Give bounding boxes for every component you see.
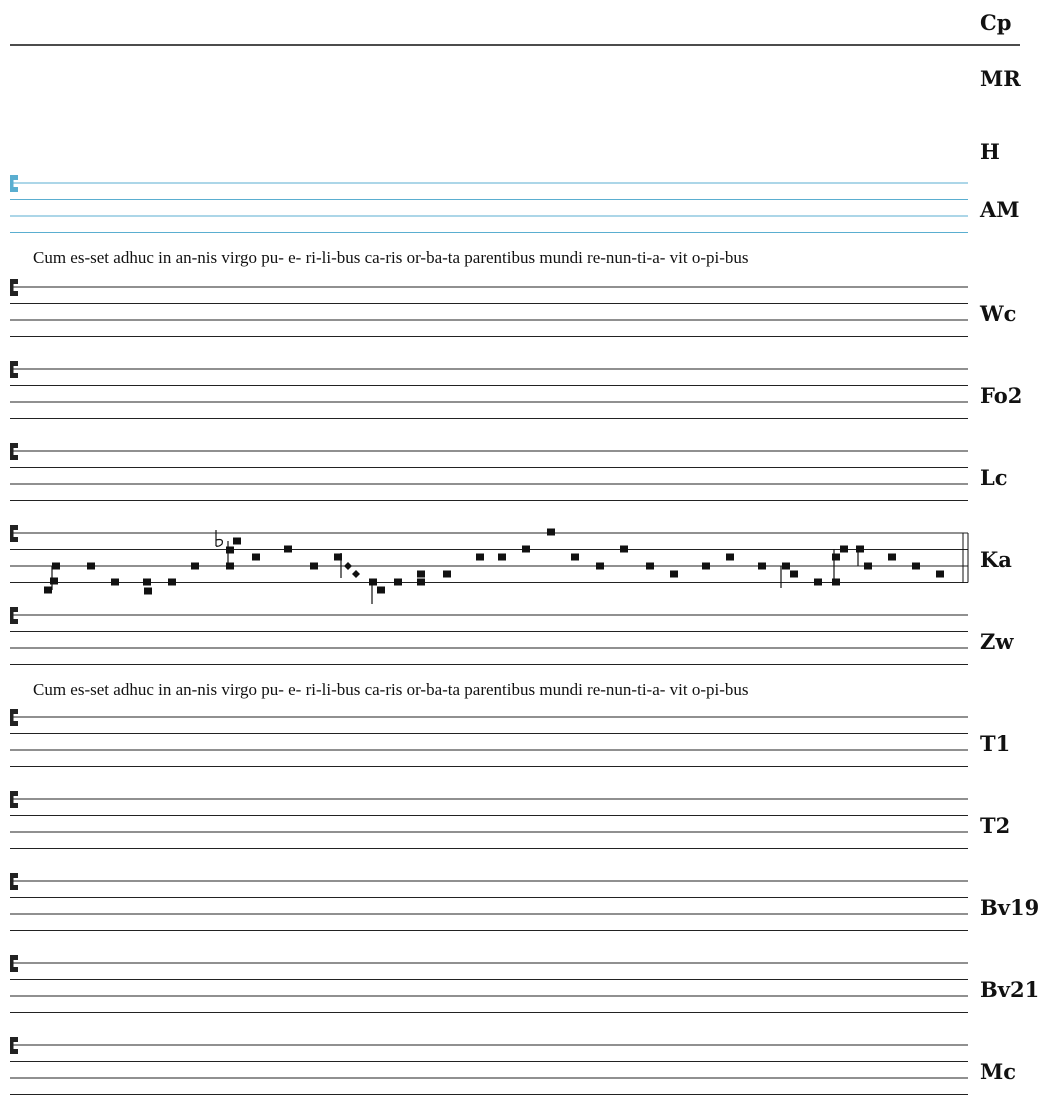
staff-bv19 <box>10 873 968 931</box>
staff-wc <box>10 279 968 337</box>
neume-note <box>417 579 425 586</box>
neume-note <box>498 554 506 561</box>
neume-note <box>284 546 292 553</box>
neume-note <box>168 579 176 586</box>
staff-zw <box>10 607 968 665</box>
neume-note <box>702 563 710 570</box>
rhombus-note <box>352 570 360 578</box>
flat-icon <box>216 530 222 546</box>
staff-bv21 <box>10 955 968 1013</box>
neume-note <box>233 538 241 545</box>
neume-note <box>646 563 654 570</box>
staff-lc <box>10 443 968 501</box>
neume-note <box>936 571 944 578</box>
neume-note <box>417 571 425 578</box>
siglum-am: AM <box>980 197 1020 222</box>
siglum-ka: Ka <box>980 547 1012 572</box>
siglum-bv21: Bv21 <box>980 977 1040 1002</box>
neume-note <box>87 563 95 570</box>
siglum-h: H <box>980 139 1000 164</box>
neume-note <box>670 571 678 578</box>
neume-note <box>547 529 555 536</box>
neume-note <box>476 554 484 561</box>
neume-note <box>571 554 579 561</box>
neume-note <box>726 554 734 561</box>
siglum-lc: Lc <box>980 465 1008 490</box>
siglum-wc: Wc <box>980 301 1017 326</box>
siglum-bv19: Bv19 <box>980 895 1040 920</box>
staves-layer <box>10 45 1023 1095</box>
neume-note <box>790 571 798 578</box>
neume-note <box>144 588 152 595</box>
siglum-zw: Zw <box>980 629 1014 654</box>
staff-t2 <box>10 791 968 849</box>
neume-note <box>369 579 377 586</box>
neume-note <box>522 546 530 553</box>
neume-note <box>252 554 260 561</box>
lyrics-line-2: Cum es-set adhuc in an-nis virgo pu- e- ri-li-bus ca-ris or-ba-ta parentibus mundi re-nun-ti-a- vit o-pi-bus <box>33 680 749 699</box>
lyrics-line-1: Cum es-set adhuc in an-nis virgo pu- e- ri-li-bus ca-ris or-ba-ta parentibus mundi re-nun-ti-a- vit o-pi-bus <box>33 248 749 267</box>
neume-note <box>111 579 119 586</box>
neume-note <box>782 563 790 570</box>
neume-note <box>52 563 60 570</box>
siglum-mc: Mc <box>980 1059 1017 1084</box>
siglum-cp: Cp <box>980 10 1012 35</box>
staff-fo2 <box>10 361 968 419</box>
neume-note <box>377 587 385 594</box>
neume-note <box>226 547 234 554</box>
staff-mc <box>10 1037 968 1095</box>
staff-t1 <box>10 709 968 767</box>
neume-note <box>814 579 822 586</box>
neume-note <box>832 554 840 561</box>
neume-note <box>620 546 628 553</box>
siglum-fo2: Fo2 <box>980 383 1023 408</box>
neume-note <box>888 554 896 561</box>
neume-note <box>758 563 766 570</box>
neume-note <box>50 578 58 585</box>
staff-am <box>10 175 968 233</box>
rhombus-note <box>344 562 352 570</box>
neume-note <box>856 546 864 553</box>
siglum-mr: MR <box>980 66 1021 91</box>
neume-note <box>864 563 872 570</box>
neume-note <box>226 563 234 570</box>
neume-note <box>310 563 318 570</box>
siglum-t1: T1 <box>980 731 1011 756</box>
neume-note <box>143 579 151 586</box>
neume-note <box>912 563 920 570</box>
neume-note <box>394 579 402 586</box>
neume-note <box>44 587 52 594</box>
neume-note <box>443 571 451 578</box>
siglum-t2: T2 <box>980 813 1011 838</box>
neume-note <box>840 546 848 553</box>
neume-note <box>832 579 840 586</box>
neume-note <box>596 563 604 570</box>
neume-note <box>191 563 199 570</box>
staff-ka <box>10 525 968 583</box>
